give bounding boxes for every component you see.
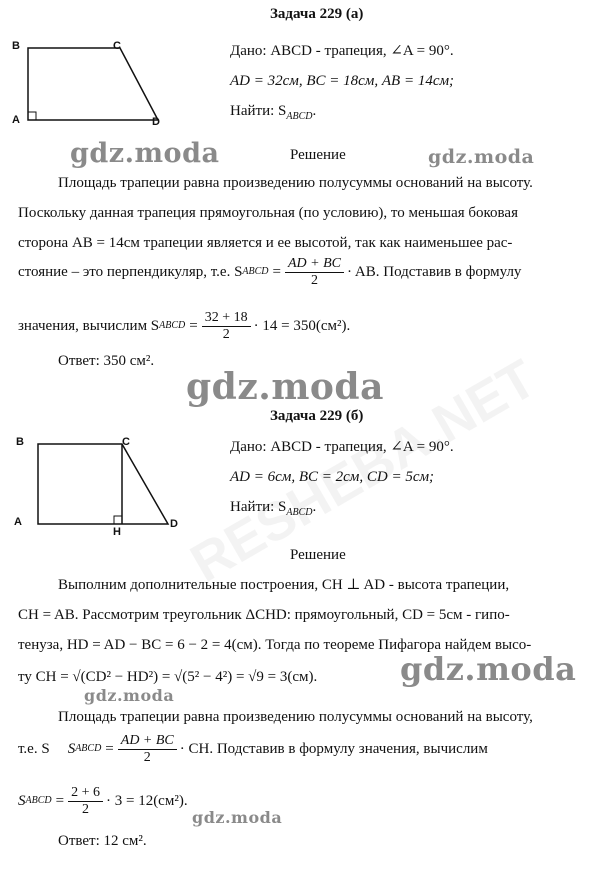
vertex-label-d: D bbox=[152, 116, 160, 128]
task-b-formula-2: S ABCD = $\frac{2 + 6}{2}$ · 3 = 12(см²). bbox=[18, 784, 188, 817]
task-b-para-2: CH = AB. Рассмотрим треугольник ΔCHD: прямоугольный, CD = 5см - гипо- bbox=[18, 607, 510, 623]
right-angle-mark-h bbox=[114, 516, 122, 524]
vertex-label-b: B bbox=[12, 40, 20, 52]
task-b-given-2: AD = 6см, BC = 2см, CD = 5см; bbox=[230, 469, 435, 485]
task-b-title: Задача 229 (б) bbox=[270, 408, 364, 424]
task-a-find: Найти: $S_{ABCD}$. bbox=[230, 103, 317, 122]
watermark: gdz.moda bbox=[186, 366, 384, 408]
vertex-label-c: C bbox=[122, 436, 130, 448]
watermark: gdz.moda bbox=[400, 650, 577, 688]
task-a-title: Задача 229 (а) bbox=[270, 6, 364, 22]
fraction-32-18: $\frac{32 + 18}{2}$ bbox=[202, 310, 251, 343]
trapezoid-a bbox=[28, 48, 158, 120]
vertex-label-b: B bbox=[16, 436, 24, 448]
fraction-2-6: $\frac{2 + 6}{2}$ bbox=[68, 785, 103, 818]
task-a-given-1: Дано: ABCD - трапеция, ∠A = 90°. bbox=[230, 43, 454, 59]
task-a-para-1: Площадь трапеции равна произведению полусуммы оснований на высоту. bbox=[58, 175, 533, 191]
right-angle-mark-a bbox=[28, 112, 36, 120]
task-b-formula-1: т.е. S S ABCD = $\frac{AD + BC}{2}$ · CH. Подставив в формулу значения, вычислим bbox=[18, 732, 488, 765]
vertex-label-a: A bbox=[12, 114, 20, 126]
task-b-para-3: тенуза, HD = AD − BC = 6 − 2 = 4(см). Тогда по теореме Пифагора найдем высо- bbox=[18, 637, 532, 653]
watermark: gdz.moda bbox=[192, 808, 283, 827]
vertex-label-c: C bbox=[113, 40, 121, 52]
vertex-label-a: A bbox=[14, 516, 22, 528]
task-b-answer: Ответ: 12 см². bbox=[58, 833, 147, 849]
trapezoid-b bbox=[38, 444, 168, 524]
task-a-answer: Ответ: 350 см². bbox=[58, 353, 155, 369]
task-a-given-2: AD = 32см, BC = 18см, AB = 14см; bbox=[230, 73, 455, 89]
vertex-label-h: H bbox=[113, 526, 121, 538]
watermark: gdz.moda bbox=[84, 686, 175, 705]
task-b-solution-heading: Решение bbox=[290, 547, 346, 563]
task-a-formula-2: значения, вычислим S ABCD = $\frac{32 + 18}{2}$ · 14 = 350(см²). bbox=[18, 309, 351, 342]
fraction-ad-bc: $\frac{AD + BC}{2}$ bbox=[285, 256, 344, 289]
vertex-label-d: D bbox=[170, 518, 178, 530]
task-a-figure bbox=[10, 38, 170, 130]
task-a-para-2: Поскольку данная трапеция прямоугольная (по условию), то меньшая боковая bbox=[18, 205, 518, 221]
task-b-given-1: Дано: ABCD - трапеция, ∠A = 90°. bbox=[230, 439, 454, 455]
task-b-para-4: ту CH = √(CD² − HD²) = √(5² − 4²) = √9 = 3(см). bbox=[18, 669, 318, 685]
task-a-formula-1: стояние – это перпендикуляр, т.е. S ABCD = $\frac{AD + BC}{2}$ · AB. Подставив в формулу bbox=[18, 255, 522, 288]
watermark: gdz.moda bbox=[428, 146, 535, 168]
watermark: gdz.moda bbox=[70, 138, 220, 169]
task-b-figure bbox=[10, 436, 180, 536]
task-b-para-5: Площадь трапеции равна произведению полусуммы оснований на высоту, bbox=[58, 709, 533, 725]
task-a-para-3: сторона AB = 14см трапеции является и ее высотой, так как наименьшее рас- bbox=[18, 235, 513, 251]
task-a-solution-heading: Решение bbox=[290, 147, 346, 163]
task-b-para-1: Выполним дополнительные построения, CH ⊥ AD - высота трапеции, bbox=[58, 577, 510, 593]
fraction-ad-bc-b: $\frac{AD + BC}{2}$ bbox=[118, 733, 177, 766]
task-b-find: Найти: $S_{ABCD}$. bbox=[230, 499, 317, 518]
